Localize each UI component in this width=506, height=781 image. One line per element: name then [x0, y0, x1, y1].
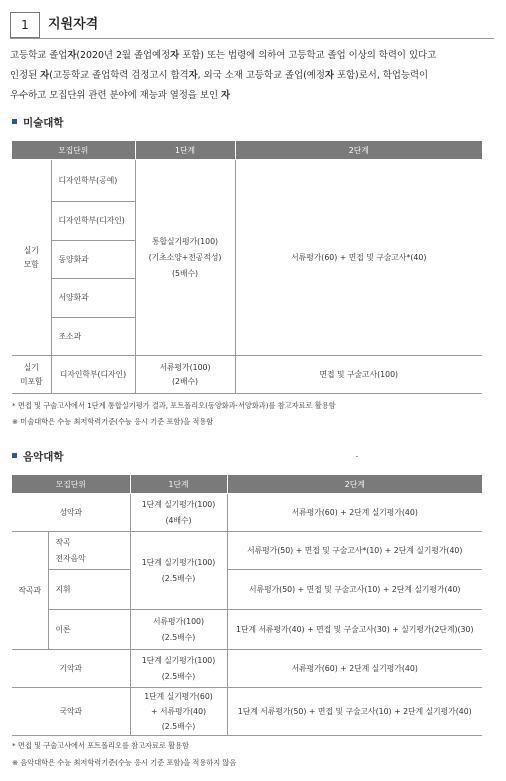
stray-dot [356, 456, 358, 457]
stage1-cell: 1단계 실기평가(100) (2.5배수) [130, 650, 227, 688]
table-row [12, 610, 482, 650]
header-stage1: 1단계 [130, 475, 227, 494]
art-college-table [12, 140, 482, 394]
table-header-row [12, 475, 482, 494]
section-number: 1 [10, 12, 40, 38]
header-unit: 모집단위 [12, 141, 135, 160]
stage1-cell: 서류평가(100) (2.5배수) [130, 610, 227, 650]
stage1-cell: 통합실기평가(100) (기초소양+전공적성) (5배수) [135, 160, 235, 356]
stage2-cell: 면접 및 구술고사(100) [235, 356, 482, 394]
table-row [12, 650, 482, 688]
paragraph-line-1: 고등학교 졸업자(2020년 2월 졸업예정자 포함) 또는 법령에 의하여 고등학교 졸업 이상의 학력이 있다고 [10, 50, 437, 61]
music-college-table [12, 474, 482, 736]
group-label: 실기 미포함 [12, 356, 51, 394]
stage2-cell: 서류평가(60) + 2단계 실기평가(40) [227, 494, 482, 532]
unit-cell: 서양화과 [51, 279, 135, 318]
art-college-heading: 미술대학 [12, 116, 64, 130]
table-row [12, 160, 482, 202]
table-row [12, 688, 482, 736]
section-header [10, 12, 494, 39]
music-footnote-1: * 면접 및 구술고사에서 포트폴리오를 참고자료로 활용함 [12, 741, 189, 750]
unit-cell: 이론 [48, 610, 130, 650]
stage2-cell: 서류평가(50) + 면접 및 구술고사(10) + 2단계 실기평가(40) [227, 570, 482, 610]
table-row [12, 356, 482, 394]
stage2-cell: 서류평가(60) + 2단계 실기평가(40) [227, 650, 482, 688]
unit-cell: 조소과 [51, 318, 135, 356]
stage1-cell: 1단계 실기평가(100) (4배수) [130, 494, 227, 532]
stage1-cell: 1단계 실기평가(100) (2.5배수) [130, 532, 227, 610]
square-bullet-icon [12, 453, 17, 458]
stage1-cell: 서류평가(100) (2배수) [135, 356, 235, 394]
square-bullet-icon [12, 119, 17, 124]
music-college-heading: 음악대학 [12, 450, 64, 464]
table-row [12, 570, 482, 610]
group-label: 작곡과 [12, 532, 48, 650]
table-header-row [12, 141, 482, 160]
group-label: 실기 모함 [12, 160, 51, 356]
header-stage2: 2단계 [235, 141, 482, 160]
table-row [12, 532, 482, 570]
unit-cell: 디자인학부(디자인) [51, 356, 135, 394]
unit-cell: 디자인학부(디자인) [51, 202, 135, 241]
stage2-cell: 1단계 서류평가(40) + 면접 및 구술고사(30) + 실기평가(2단계)(30) [227, 610, 482, 650]
eligibility-paragraph [10, 46, 496, 106]
unit-cell: 국악과 [12, 688, 130, 736]
header-stage1: 1단계 [135, 141, 235, 160]
unit-cell: 작곡 전자음악 [48, 532, 130, 570]
header-stage2: 2단계 [227, 475, 482, 494]
art-footnote-1: * 면접 및 구술고사에서 1단계 통합실기평가 결과, 포트폴리오(동양화과·서양화과)를 참고자료로 활용함 [12, 401, 336, 410]
table-row [12, 494, 482, 532]
unit-cell: 기악과 [12, 650, 130, 688]
unit-cell: 디자인학부(공예) [51, 160, 135, 202]
art-footnote-2: ※ 미술대학은 수능 최저학력기준(수능 응시 기준 포함)을 적용함 [12, 417, 214, 426]
header-unit: 모집단위 [12, 475, 130, 494]
paragraph-line-2: 인정된 자(고등학교 졸업학력 검정고시 합격자, 외국 소재 고등학교 졸업(예정자 포함)로서, 학업능력이 [10, 70, 429, 81]
paragraph-line-3: 우수하고 모집단위 관련 분야에 재능과 열정을 보인 자 [10, 90, 231, 101]
section-title: 지원자격 [48, 17, 99, 32]
music-footnote-2: ※ 음악대학은 수능 최저학력기준(수능 응시 기준 포함)을 적용하지 않음 [12, 758, 237, 767]
stage1-cell: 1단계 실기평가(60) + 서류평가(40) (2.5배수) [130, 688, 227, 736]
unit-cell: 지휘 [48, 570, 130, 610]
unit-cell: 동양화과 [51, 241, 135, 279]
stage2-cell: 서류평가(50) + 면접 및 구술고사*(10) + 2단계 실기평가(40) [227, 532, 482, 570]
unit-cell: 성악과 [12, 494, 130, 532]
stage2-cell: 서류평가(60) + 면접 및 구술고사*(40) [235, 160, 482, 356]
stage2-cell: 1단계 서류평가(50) + 면접 및 구술고사(10) + 2단계 실기평가(40) [227, 688, 482, 736]
